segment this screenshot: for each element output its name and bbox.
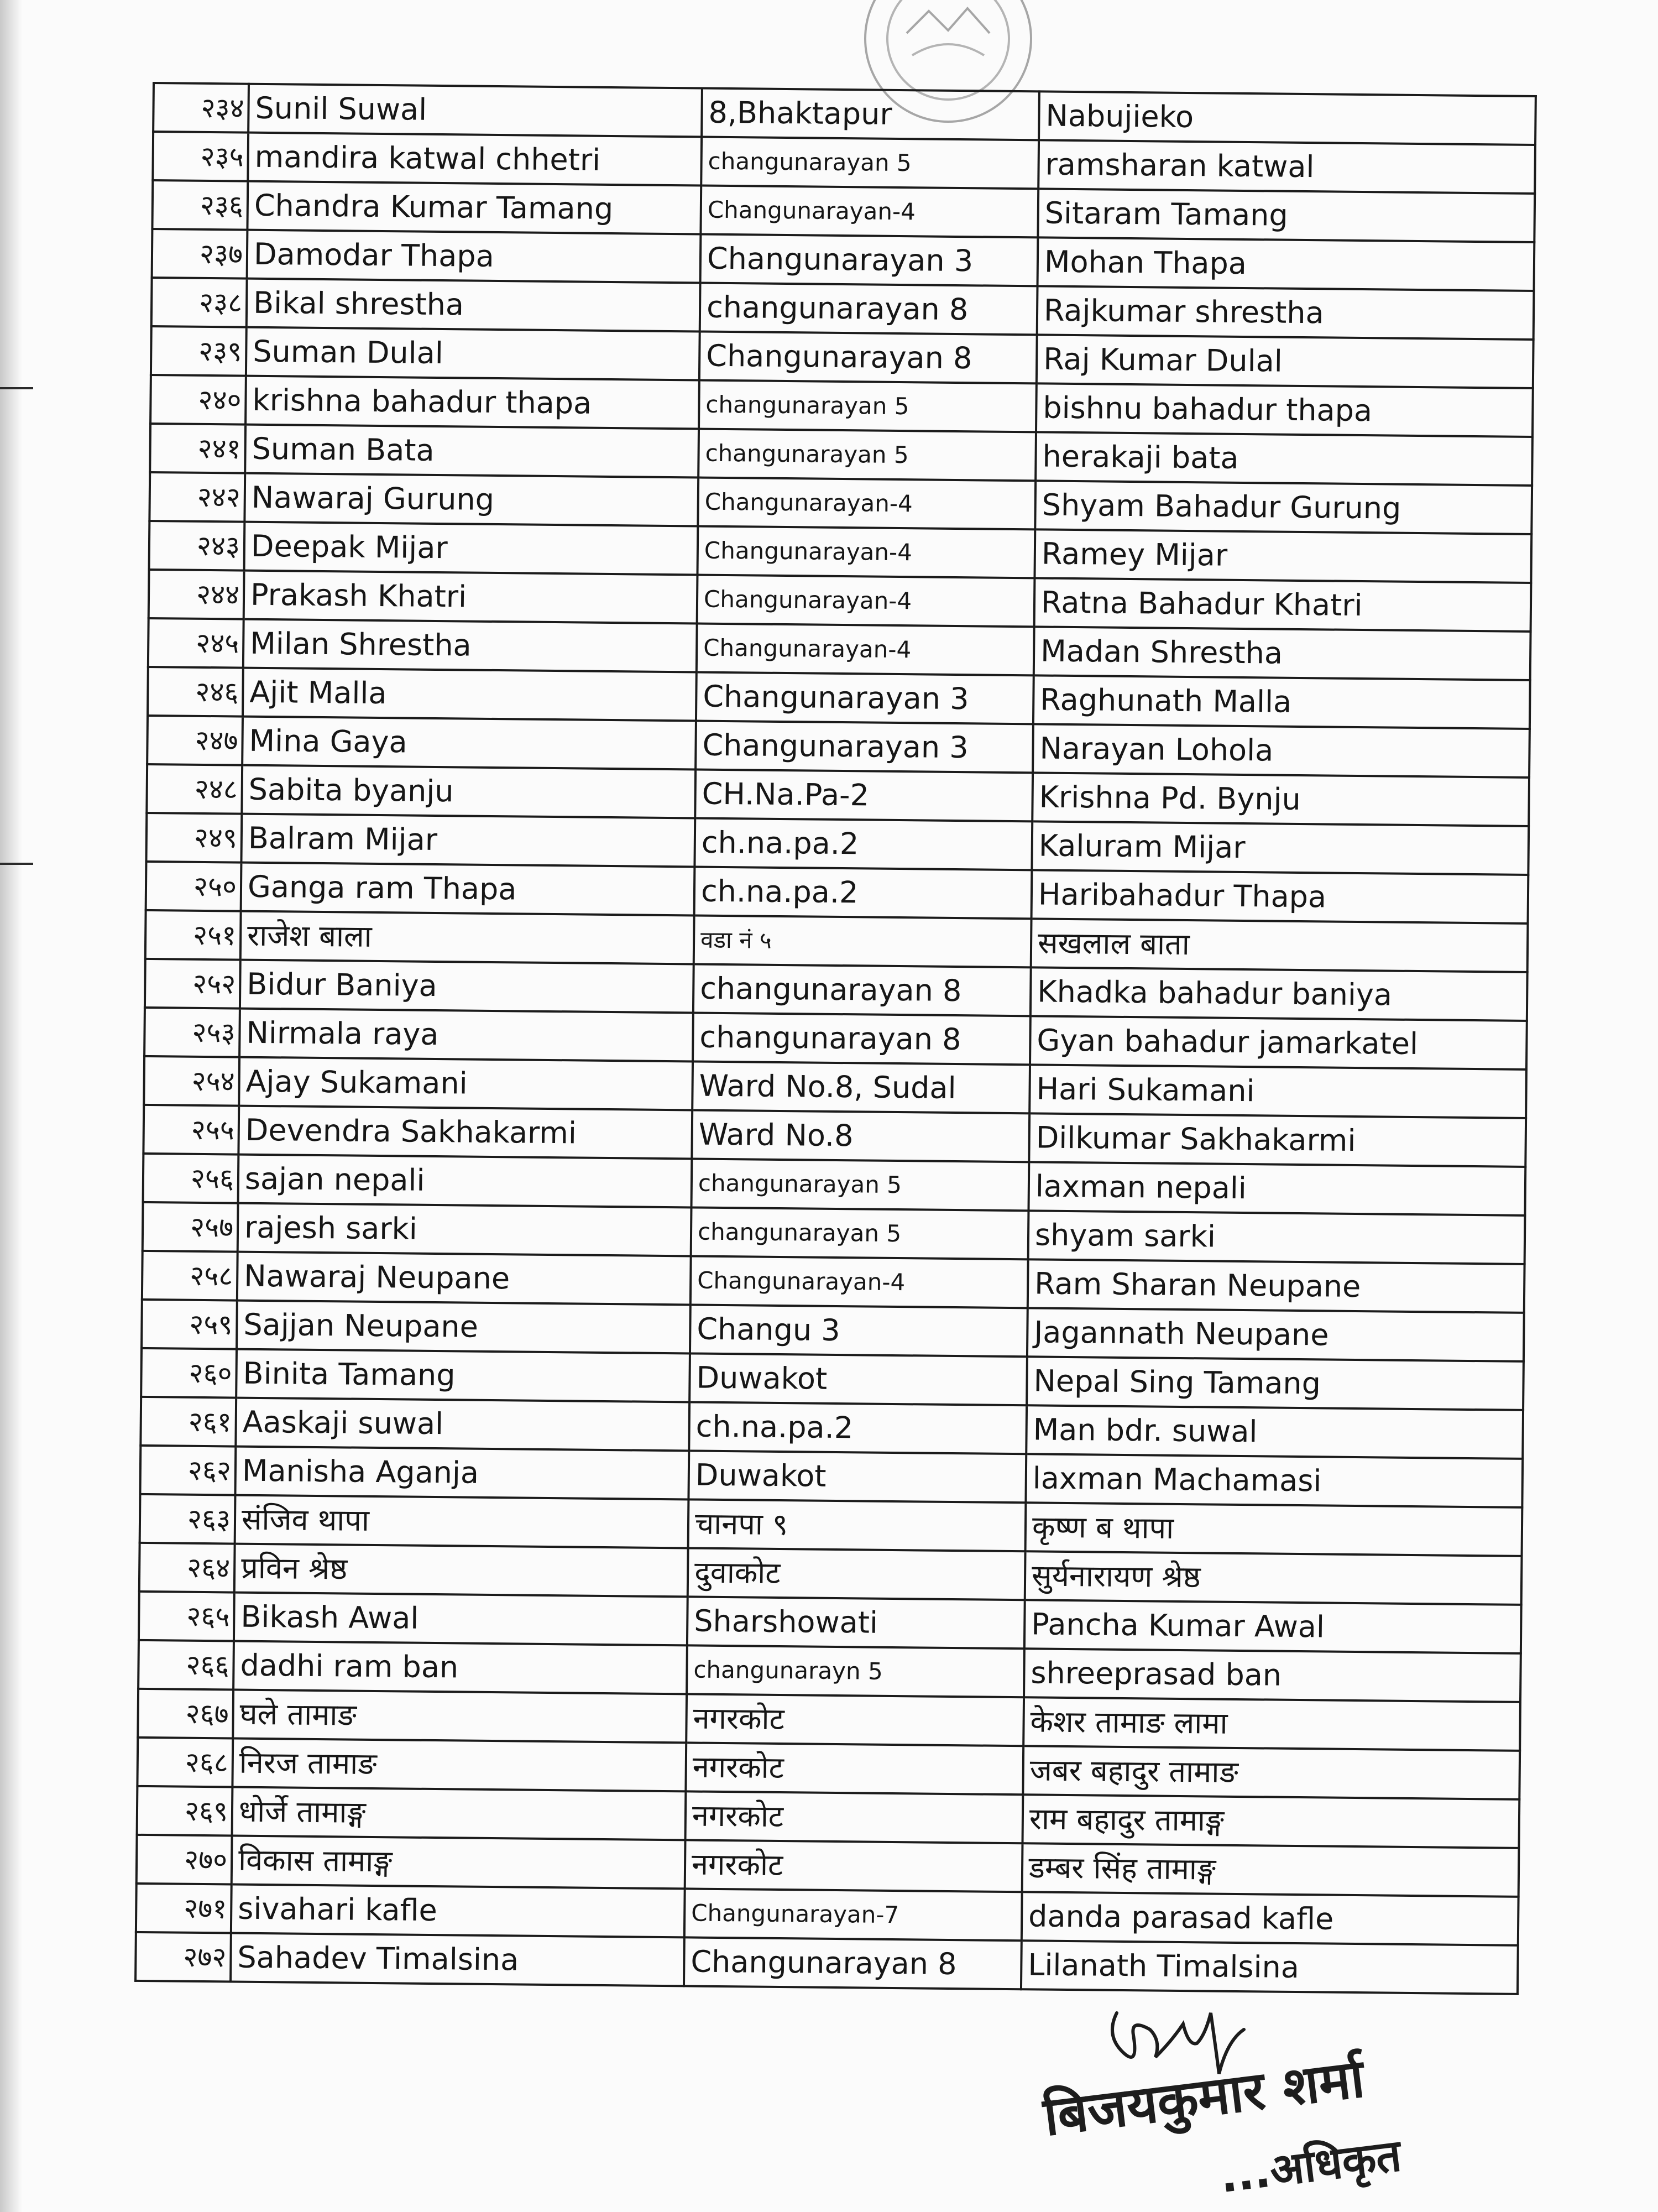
address-cell: Changunarayan 3 bbox=[696, 672, 1034, 724]
records-table bbox=[134, 82, 1537, 1995]
address-cell: ch.na.pa.2 bbox=[694, 818, 1032, 870]
serial-number-cell: २५१ bbox=[145, 910, 241, 960]
serial-number-cell: २४२ bbox=[149, 472, 245, 522]
name-cell: संजिव थापा bbox=[235, 1495, 689, 1548]
parent-name-cell: herakaji bata bbox=[1035, 432, 1533, 486]
address-cell: Sharshowati bbox=[687, 1597, 1025, 1648]
parent-name-cell: Nepal Sing Tamang bbox=[1027, 1357, 1524, 1410]
name-cell: krishna bahadur thapa bbox=[245, 376, 699, 429]
address-cell: changunarayan 8 bbox=[700, 283, 1038, 335]
address-cell: Changunarayan 8 bbox=[684, 1937, 1022, 1989]
address-cell: नगरकोट bbox=[686, 1743, 1023, 1794]
parent-name-cell: Krishna Pd. Bynju bbox=[1032, 773, 1529, 826]
address-cell: नगरकोट bbox=[685, 1840, 1023, 1892]
name-cell: प्रविन श्रेष्ठ bbox=[234, 1544, 688, 1597]
name-cell: Suman Bata bbox=[245, 425, 699, 478]
signatory-title: ...अधिकृत bbox=[1217, 2129, 1404, 2203]
address-cell: changunarayan 5 bbox=[701, 137, 1039, 189]
parent-name-cell: Ram Sharan Neupane bbox=[1028, 1259, 1525, 1313]
address-cell: Changunarayan 3 bbox=[695, 721, 1033, 773]
serial-number-cell: २४७ bbox=[147, 716, 243, 765]
name-cell: Prakash Khatri bbox=[244, 571, 698, 624]
serial-number-cell: २६७ bbox=[138, 1689, 233, 1739]
address-cell: changunarayan 5 bbox=[692, 1159, 1029, 1211]
parent-name-cell: Haribahadur Thapa bbox=[1032, 870, 1529, 924]
parent-name-cell: Raghunath Malla bbox=[1033, 675, 1530, 729]
parent-name-cell: Kaluram Mijar bbox=[1032, 821, 1529, 875]
parent-name-cell: राम बहादुर तामाङ्ग bbox=[1022, 1794, 1519, 1848]
parent-name-cell: कृष्ण ब थापा bbox=[1026, 1503, 1523, 1556]
name-cell: sivahari kafle bbox=[231, 1885, 685, 1938]
serial-number-cell: २६६ bbox=[138, 1640, 234, 1690]
serial-number-cell: २५४ bbox=[144, 1056, 239, 1106]
parent-name-cell: Narayan Lohola bbox=[1033, 724, 1530, 778]
serial-number-cell: २५६ bbox=[143, 1154, 239, 1203]
address-cell: Changunarayan-4 bbox=[691, 1256, 1028, 1308]
parent-name-cell: Nabujieko bbox=[1039, 91, 1536, 145]
name-cell: निरज तामाङ bbox=[232, 1739, 686, 1792]
parent-name-cell: Jagannath Neupane bbox=[1027, 1308, 1524, 1361]
serial-number-cell: २६५ bbox=[139, 1592, 234, 1641]
name-cell: Ajit Malla bbox=[243, 668, 697, 721]
address-cell: Changunarayan 3 bbox=[700, 234, 1038, 286]
address-cell: changunarayan 5 bbox=[691, 1207, 1029, 1259]
serial-number-cell: २५५ bbox=[143, 1105, 239, 1155]
parent-name-cell: Lilanath Timalsina bbox=[1021, 1940, 1518, 1994]
address-cell: ch.na.pa.2 bbox=[694, 867, 1032, 919]
parent-name-cell: Khadka bahadur baniya bbox=[1031, 967, 1528, 1021]
address-cell: दुवाकोट bbox=[688, 1548, 1026, 1600]
parent-name-cell: shreeprasad ban bbox=[1024, 1648, 1521, 1702]
serial-number-cell: २४८ bbox=[147, 764, 242, 814]
parent-name-cell: laxman Machamasi bbox=[1026, 1454, 1523, 1507]
name-cell: Binita Tamang bbox=[236, 1349, 690, 1402]
address-cell: Changunarayan-4 bbox=[700, 186, 1038, 238]
name-cell: Milan Shrestha bbox=[243, 619, 697, 672]
name-cell: धोर्जे तामाङ्ग bbox=[232, 1787, 686, 1840]
parent-name-cell: bishnu bahadur thapa bbox=[1036, 383, 1533, 437]
parent-name-cell: केशर तामाङ लामा bbox=[1023, 1697, 1520, 1751]
page-edge-shadow bbox=[0, 0, 22, 2212]
serial-number-cell: २६० bbox=[141, 1348, 237, 1398]
parent-name-cell: Madan Shrestha bbox=[1034, 627, 1531, 680]
address-cell: Changunarayan-7 bbox=[684, 1888, 1022, 1940]
name-cell: Deepak Mijar bbox=[244, 522, 698, 575]
serial-number-cell: २७२ bbox=[135, 1932, 231, 1982]
serial-number-cell: २६१ bbox=[140, 1397, 236, 1447]
signatory-name: बिजयकुमार शर्मा bbox=[1040, 2047, 1368, 2148]
serial-number-cell: २५७ bbox=[143, 1202, 238, 1252]
parent-name-cell: सखलाल बाता bbox=[1031, 919, 1528, 972]
serial-number-cell: २४६ bbox=[148, 667, 243, 717]
serial-number-cell: २६९ bbox=[137, 1786, 233, 1836]
address-cell: changunarayan 8 bbox=[693, 964, 1031, 1016]
name-cell: Sahadev Timalsina bbox=[231, 1933, 684, 1986]
name-cell: Damodar Thapa bbox=[247, 230, 701, 283]
name-cell: Bikash Awal bbox=[234, 1593, 688, 1646]
address-cell: changunarayn 5 bbox=[687, 1645, 1024, 1697]
name-cell: Bidur Baniya bbox=[240, 960, 694, 1013]
parent-name-cell: डम्बर सिंह तामाङ्ग bbox=[1022, 1843, 1519, 1897]
address-cell: Changunarayan-4 bbox=[697, 623, 1034, 675]
address-cell: चानपा ९ bbox=[688, 1499, 1026, 1551]
parent-name-cell: जबर बहादुर तामाङ bbox=[1023, 1746, 1520, 1799]
address-cell: नगरकोट bbox=[686, 1694, 1024, 1746]
serial-number-cell: २३९ bbox=[151, 326, 247, 376]
name-cell: राजेश बाला bbox=[240, 911, 694, 964]
address-cell: Duwakot bbox=[689, 1353, 1027, 1405]
name-cell: dadhi ram ban bbox=[233, 1641, 687, 1694]
parent-name-cell: Shyam Bahadur Gurung bbox=[1035, 481, 1532, 534]
name-cell: Mina Gaya bbox=[242, 717, 696, 770]
serial-number-cell: २७० bbox=[137, 1835, 232, 1885]
address-cell: CH.Na.Pa-2 bbox=[695, 769, 1033, 821]
records-sheet bbox=[134, 82, 1535, 1995]
parent-name-cell: Man bdr. suwal bbox=[1026, 1405, 1523, 1459]
name-cell: Aaskaji suwal bbox=[236, 1398, 689, 1451]
serial-number-cell: २४३ bbox=[149, 521, 245, 571]
address-cell: Ward No.8, Sudal bbox=[692, 1061, 1030, 1113]
name-cell: विकास तामाङ्ग bbox=[232, 1836, 686, 1889]
address-cell: changunarayan 5 bbox=[698, 429, 1036, 481]
serial-number-cell: २४४ bbox=[149, 570, 244, 619]
serial-number-cell: २६४ bbox=[139, 1543, 235, 1593]
name-cell: Ajay Sukamani bbox=[239, 1057, 693, 1110]
parent-name-cell: Dilkumar Sakhakarmi bbox=[1029, 1113, 1526, 1167]
parent-name-cell: Mohan Thapa bbox=[1038, 237, 1535, 291]
serial-number-cell: २३७ bbox=[152, 229, 248, 279]
name-cell: rajesh sarki bbox=[238, 1203, 692, 1256]
serial-number-cell: २६२ bbox=[140, 1446, 236, 1495]
address-cell: Changunarayan-4 bbox=[697, 526, 1035, 578]
parent-name-cell: ramsharan katwal bbox=[1038, 140, 1535, 194]
name-cell: घले तामाङ bbox=[233, 1690, 687, 1743]
serial-number-cell: २६३ bbox=[140, 1494, 236, 1544]
address-cell: नगरकोट bbox=[686, 1791, 1023, 1843]
parent-name-cell: Hari Sukamani bbox=[1029, 1065, 1526, 1118]
address-cell: Changunarayan-4 bbox=[697, 575, 1035, 627]
serial-number-cell: २७१ bbox=[136, 1884, 232, 1933]
serial-number-cell: २३६ bbox=[152, 180, 248, 230]
serial-number-cell: २३५ bbox=[153, 132, 248, 181]
parent-name-cell: सुर्यनारायण श्रेष्ठ bbox=[1025, 1551, 1522, 1605]
name-cell: sajan nepali bbox=[238, 1155, 692, 1208]
serial-number-cell: २५३ bbox=[144, 1008, 240, 1057]
serial-number-cell: २३८ bbox=[151, 278, 247, 327]
parent-name-cell: danda parasad kafle bbox=[1022, 1892, 1519, 1945]
name-cell: Sunil Suwal bbox=[248, 84, 702, 137]
address-cell: 8,Bhaktapur bbox=[702, 88, 1039, 140]
serial-number-cell: २३४ bbox=[153, 83, 249, 133]
serial-number-cell: २४० bbox=[150, 375, 246, 425]
name-cell: Nawaraj Neupane bbox=[237, 1252, 691, 1305]
name-cell: Bikal shrestha bbox=[247, 279, 700, 332]
name-cell: Manisha Aganja bbox=[235, 1447, 689, 1500]
parent-name-cell: Sitaram Tamang bbox=[1038, 189, 1535, 242]
parent-name-cell: Pancha Kumar Awal bbox=[1024, 1600, 1521, 1653]
name-cell: Devendra Sakhakarmi bbox=[238, 1106, 692, 1159]
parent-name-cell: shyam sarki bbox=[1028, 1211, 1525, 1264]
name-cell: Nirmala raya bbox=[239, 1009, 693, 1062]
address-cell: Changu 3 bbox=[690, 1305, 1028, 1357]
name-cell: Balram Mijar bbox=[241, 814, 695, 867]
parent-name-cell: Rajkumar shrestha bbox=[1037, 286, 1534, 340]
parent-name-cell: Raj Kumar Dulal bbox=[1037, 335, 1534, 388]
edge-mark bbox=[0, 387, 33, 389]
serial-number-cell: २५९ bbox=[142, 1300, 237, 1349]
parent-name-cell: Ratna Bahadur Khatri bbox=[1034, 578, 1531, 632]
address-cell: ch.na.pa.2 bbox=[689, 1402, 1027, 1454]
address-cell: changunarayan 8 bbox=[693, 1013, 1031, 1065]
address-cell: वडा नं ५ bbox=[694, 915, 1032, 967]
edge-mark bbox=[0, 863, 33, 865]
serial-number-cell: २५२ bbox=[145, 959, 240, 1009]
address-cell: Duwakot bbox=[688, 1451, 1026, 1503]
name-cell: Suman Dulal bbox=[246, 327, 700, 380]
name-cell: Sajjan Neupane bbox=[237, 1301, 691, 1354]
name-cell: Chandra Kumar Tamang bbox=[247, 181, 701, 234]
address-cell: Ward No.8 bbox=[692, 1110, 1029, 1162]
name-cell: Nawaraj Gurung bbox=[244, 473, 698, 526]
address-cell: Changunarayan-4 bbox=[698, 478, 1035, 530]
address-cell: Changunarayan 8 bbox=[699, 332, 1037, 384]
parent-name-cell: laxman nepali bbox=[1028, 1162, 1525, 1215]
parent-name-cell: Ramey Mijar bbox=[1034, 529, 1531, 583]
serial-number-cell: २४१ bbox=[150, 424, 245, 473]
address-cell: changunarayan 5 bbox=[699, 380, 1037, 432]
name-cell: Ganga ram Thapa bbox=[241, 863, 695, 916]
serial-number-cell: २६८ bbox=[137, 1738, 233, 1787]
serial-number-cell: २५८ bbox=[142, 1251, 238, 1301]
serial-number-cell: २४९ bbox=[146, 813, 242, 863]
name-cell: Sabita byanju bbox=[242, 765, 695, 818]
serial-number-cell: २४५ bbox=[148, 618, 244, 668]
name-cell: mandira katwal chhetri bbox=[248, 133, 702, 186]
serial-number-cell: २५० bbox=[146, 862, 242, 911]
parent-name-cell: Gyan bahadur jamarkatel bbox=[1030, 1016, 1527, 1070]
